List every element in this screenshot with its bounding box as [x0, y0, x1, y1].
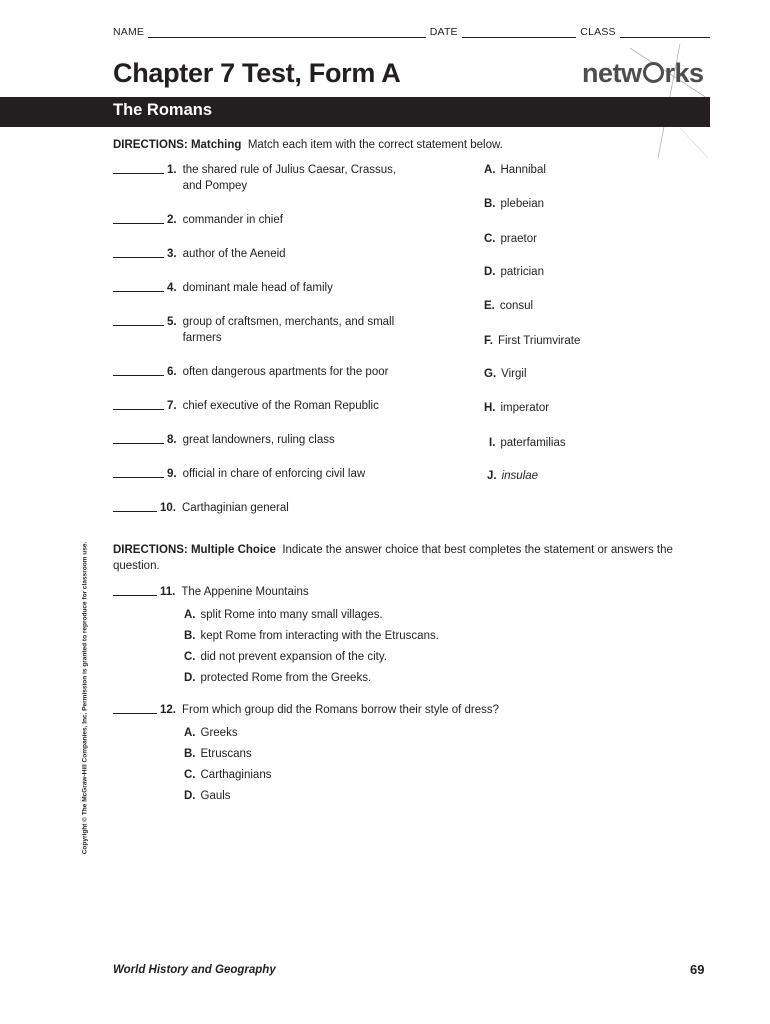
q12-choice-c: C. Carthaginians — [184, 769, 272, 781]
question-12: 12. From which group did the Romans borrow their style of dress? — [113, 702, 582, 718]
q11-choice-c: C. did not prevent expansion of the city. — [184, 651, 387, 663]
option-c: C. praetor — [484, 233, 537, 245]
directions-label: DIRECTIONS: — [113, 139, 188, 151]
page-number: 69 — [690, 962, 705, 977]
matching-item-9: 9. official in chare of enforcing civil law — [113, 466, 413, 482]
directions-type: Multiple Choice — [190, 544, 276, 556]
answer-blank[interactable] — [113, 398, 164, 410]
answer-blank[interactable] — [113, 466, 164, 478]
directions-text: Indicate the answer choice that best completes the statement or answers the question. — [113, 544, 673, 572]
answer-blank[interactable] — [113, 432, 164, 444]
section-title: The Romans — [113, 101, 213, 119]
copyright-notice: Copyright © The McGraw-Hill Companies, Inc. Permission is granted to reproduce for classroom use. — [81, 541, 89, 855]
page-title: Chapter 7 Test, Form A — [113, 58, 401, 88]
answer-blank[interactable] — [113, 162, 164, 174]
option-b: B. plebeian — [484, 198, 544, 210]
book-title: World History and Geography — [113, 964, 276, 976]
option-j: J. insulae — [487, 470, 539, 482]
answer-blank[interactable] — [113, 280, 164, 292]
q11-choice-b: B. kept Rome from interacting with the Etruscans. — [184, 630, 439, 642]
option-d: D. patrician — [484, 266, 544, 278]
answer-blank[interactable] — [113, 246, 164, 258]
q12-choice-b: B. Etruscans — [184, 748, 252, 760]
date-label: DATE — [429, 26, 458, 38]
class-blank — [620, 27, 710, 38]
date-blank — [462, 27, 577, 38]
matching-item-6: 6. often dangerous apartments for the poor — [113, 364, 413, 380]
matching-item-3: 3. author of the Aeneid — [113, 246, 413, 262]
answer-blank[interactable] — [113, 702, 157, 714]
option-i: I. paterfamilias — [489, 437, 566, 449]
matching-item-2: 2. commander in chief — [113, 212, 413, 228]
q12-choice-d: D. Gauls — [184, 790, 231, 802]
option-h: H. imperator — [484, 402, 550, 414]
matching-item-4: 4. dominant male head of family — [113, 280, 413, 296]
name-blank — [148, 27, 426, 38]
answer-blank[interactable] — [113, 584, 157, 596]
directions-label: DIRECTIONS: — [113, 544, 188, 556]
directions-type: Matching — [190, 139, 242, 151]
q11-choice-a: A. split Rome into many small villages. — [184, 609, 383, 621]
option-f: F. First Triumvirate — [484, 335, 581, 347]
multiple-choice-directions — [113, 542, 683, 574]
networks-logo — [582, 58, 704, 89]
student-info-header — [113, 26, 710, 38]
directions-text: Match each item with the correct statement below. — [247, 139, 503, 151]
name-label: NAME — [113, 26, 145, 38]
logo-globe-icon — [643, 62, 664, 83]
option-e: E. consul — [484, 300, 534, 312]
class-label: CLASS — [580, 26, 616, 38]
matching-item-7: 7. chief executive of the Roman Republic — [113, 398, 413, 414]
logo-part-2: rks — [664, 58, 704, 88]
q12-choice-a: A. Greeks — [184, 727, 238, 739]
answer-blank[interactable] — [113, 364, 164, 376]
answer-blank[interactable] — [113, 314, 164, 326]
matching-item-1: 1. the shared rule of Julius Caesar, Crassus, and Pompey — [113, 162, 413, 194]
answer-blank[interactable] — [113, 212, 164, 224]
logo-part-1: netw — [582, 58, 642, 88]
question-11: 11. The Appenine Mountains — [113, 584, 581, 600]
q11-choice-d: D. protected Rome from the Greeks. — [184, 672, 372, 684]
matching-item-5: 5. group of craftsmen, merchants, and small farmers — [113, 314, 413, 346]
answer-blank[interactable] — [113, 500, 157, 512]
matching-item-10: 10. Carthaginian general — [113, 500, 412, 516]
option-a: A. Hannibal — [484, 164, 546, 176]
section-banner — [0, 97, 710, 127]
matching-directions — [113, 137, 503, 153]
option-g: G. Virgil — [484, 368, 527, 380]
matching-item-8: 8. great landowners, ruling class — [113, 432, 413, 448]
